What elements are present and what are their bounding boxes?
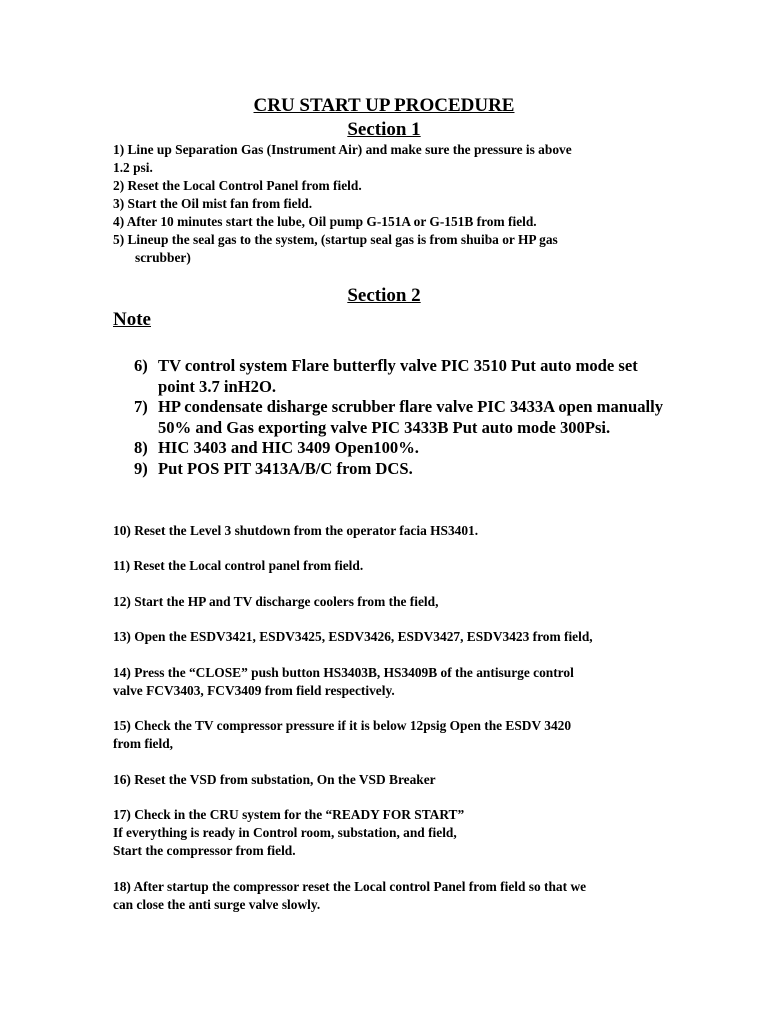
major-step [134, 459, 674, 480]
step-line: If everything is ready in Control room, substation, and field, [113, 825, 457, 840]
major-step [134, 397, 674, 438]
section-1-item: 4) After 10 minutes start the lube, Oil pump G-151A or G-151B from field. [113, 214, 537, 229]
major-step [134, 356, 674, 397]
section-1-item: 2) Reset the Local Control Panel from field. [113, 178, 362, 193]
section-1-item: 1) Line up Separation Gas (Instrument Air) and make sure the pressure is above [113, 142, 572, 157]
procedure-step [113, 628, 673, 646]
major-step-number: 8) [134, 438, 148, 457]
step-line: valve FCV3403, FCV3409 from field respectively. [113, 683, 395, 698]
step-line: 11) Reset the Local control panel from field. [113, 558, 364, 573]
step-line: can close the anti surge valve slowly. [113, 897, 321, 912]
section-1-item: scrubber) [135, 250, 191, 265]
step-line: 13) Open the ESDV3421, ESDV3425, ESDV3426, ESDV3427, ESDV3423 from field, [113, 629, 593, 644]
step-line: 14) Press the “CLOSE” push button HS3403B, HS3409B of the antisurge control [113, 665, 574, 680]
step-line: from field, [113, 736, 173, 751]
procedure-step [113, 557, 673, 575]
step-line: 15) Check the TV compressor pressure if it is below 12psig Open the ESDV 3420 [113, 718, 572, 733]
major-step-number: 6) [134, 356, 148, 375]
major-step-text: HIC 3403 and HIC 3409 Open100%. [158, 438, 419, 457]
major-step [134, 438, 674, 459]
step-line: 16) Reset the VSD from substation, On the VSD Breaker [113, 772, 436, 787]
major-step-number: 9) [134, 458, 148, 478]
section-1-item: 1.2 psi. [113, 160, 153, 175]
step-line: 12) Start the HP and TV discharge coolers from the field, [113, 594, 439, 609]
procedure-step [113, 664, 673, 700]
major-step-text: TV control system Flare butterfly valve PIC 3510 Put auto mode set point 3.7 inH2O. [158, 356, 638, 396]
major-step-number: 7) [134, 397, 148, 416]
section-2-major-list [134, 356, 674, 479]
procedure-step [113, 522, 673, 540]
step-line: Start the compressor from field. [113, 843, 296, 858]
major-step-text: Put POS PIT 3413A/B/C from DCS. [158, 458, 413, 478]
section-1-list [113, 141, 673, 267]
section-2-heading: Section 2 [347, 285, 421, 306]
procedure-step [113, 717, 673, 753]
step-line: 17) Check in the CRU system for the “READY FOR START” [113, 807, 465, 822]
section-1-item: 5) Lineup the seal gas to the system, (startup seal gas is from shuiba or HP gas [113, 232, 558, 247]
document-title: CRU START UP PROCEDURE [253, 95, 515, 116]
major-step-text: HP condensate disharge scrubber flare valve PIC 3433A open manually 50% and Gas exporting valve PIC 3433B Put auto mode 300Psi. [158, 397, 664, 437]
procedure-step [113, 593, 673, 611]
note-heading: Note [113, 309, 151, 330]
procedure-step [113, 806, 673, 860]
step-line: 18) After startup the compressor reset the Local control Panel from field so that we [113, 879, 587, 894]
section-1-heading: Section 1 [347, 119, 421, 140]
step-line: 10) Reset the Level 3 shutdown from the operator facia HS3401. [113, 523, 479, 538]
procedure-step [113, 878, 673, 914]
procedure-step [113, 771, 673, 789]
section-1-item: 3) Start the Oil mist fan from field. [113, 196, 313, 211]
